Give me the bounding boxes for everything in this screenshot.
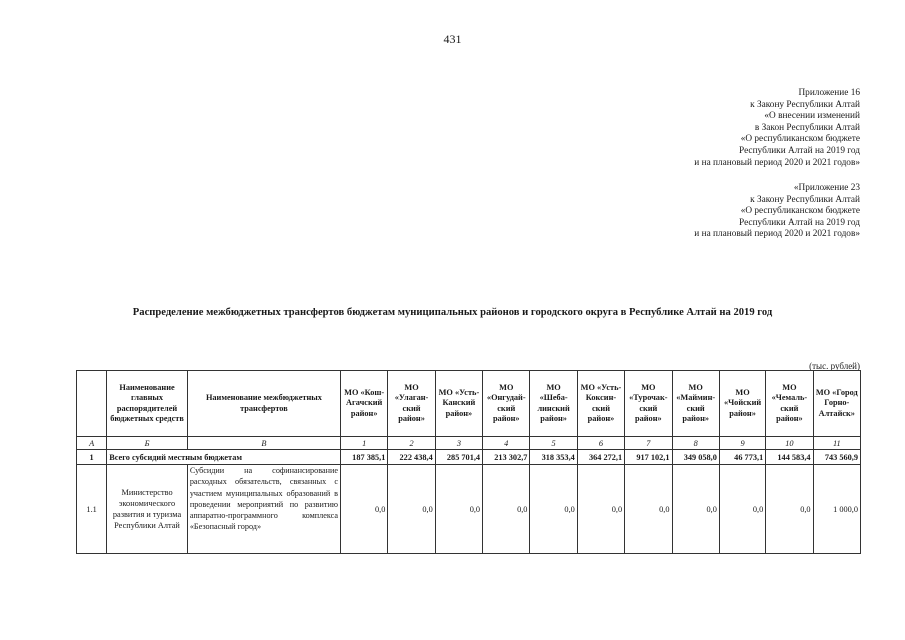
total-value: 144 583,4 — [766, 450, 813, 465]
total-value: 917 102,1 — [625, 450, 672, 465]
transfers-table — [76, 370, 861, 554]
column-letter: 4 — [483, 437, 530, 450]
header-index — [77, 371, 107, 437]
column-letter: 6 — [577, 437, 624, 450]
total-label: Всего субсидий местным бюджетам — [107, 450, 341, 465]
appendix-16-header — [694, 88, 860, 169]
total-value: 285 701,4 — [435, 450, 482, 465]
header-district: МО «Чойский район» — [719, 371, 765, 437]
document-title: Распределение межбюджетных трансфертов бюджетам муниципальных районов и городского округа в Республике Алтай на 2019 год — [132, 307, 773, 318]
appendix-line: к Закону Республики Алтай — [750, 99, 860, 110]
column-letter-row — [77, 437, 861, 450]
appendix-line: Республики Алтай на 2019 год — [739, 145, 860, 156]
appendix-line: и на плановый период 2020 и 2021 годов» — [694, 229, 860, 240]
total-value: 349 058,0 — [672, 450, 719, 465]
appendix-23-header — [694, 183, 860, 241]
total-value: 187 385,1 — [341, 450, 388, 465]
column-letter: 7 — [625, 437, 672, 450]
column-letter: А — [77, 437, 107, 450]
appendix-line: Приложение 16 — [798, 88, 860, 98]
appendix-line: в Закон Республики Алтай — [754, 122, 860, 133]
transfer-value: 0,0 — [341, 465, 388, 554]
header-district: МО «Турочак-ский район» — [625, 371, 672, 437]
total-value: 364 272,1 — [577, 450, 624, 465]
header-district: МО «Маймин-ский район» — [672, 371, 719, 437]
column-letter: 8 — [672, 437, 719, 450]
transfer-value: 0,0 — [577, 465, 624, 554]
total-value: 318 353,4 — [530, 450, 577, 465]
appendix-line: «Приложение 23 — [793, 183, 860, 193]
header-district: МО «Усть-Канский район» — [435, 371, 482, 437]
header-transfer-name: Наименование межбюджетных трансфертов — [187, 371, 340, 437]
column-letter: В — [187, 437, 340, 450]
page-number: 431 — [443, 32, 462, 46]
header-district: МО «Чемаль-ский район» — [766, 371, 813, 437]
appendix-line: «О республиканском бюджете — [740, 134, 860, 145]
total-value: 213 302,7 — [483, 450, 530, 465]
appendix-line: к Закону Республики Алтай — [750, 194, 860, 205]
transfer-value: 0,0 — [435, 465, 482, 554]
header-district: МО «Шеба-линский район» — [530, 371, 577, 437]
column-letter: 9 — [719, 437, 765, 450]
row-index: 1.1 — [77, 465, 107, 554]
header-district: МО «Улаган-ский район» — [388, 371, 435, 437]
column-letter: Б — [107, 437, 188, 450]
transfer-value: 0,0 — [672, 465, 719, 554]
units-label: (тыс. рублей) — [809, 361, 860, 371]
column-letter: 11 — [813, 437, 860, 450]
appendix-line: «О республиканском бюджете — [740, 206, 860, 217]
transfer-value: 0,0 — [719, 465, 765, 554]
header-district: МО «Кош-Агачский район» — [341, 371, 388, 437]
appendix-line: Республики Алтай на 2019 год — [739, 217, 860, 228]
transfer-value: 0,0 — [530, 465, 577, 554]
appendix-line: и на плановый период 2020 и 2021 годов» — [694, 157, 860, 168]
transfer-value: 0,0 — [483, 465, 530, 554]
header-row — [77, 371, 861, 437]
column-letter: 5 — [530, 437, 577, 450]
column-letter: 1 — [341, 437, 388, 450]
transfer-value: 0,0 — [625, 465, 672, 554]
header-ministry: Наименование главных распорядителей бюджетных средств — [107, 371, 188, 437]
total-subsidies-row — [77, 450, 861, 465]
transfer-value: 0,0 — [766, 465, 813, 554]
header-district: МО «Онгудай-ский район» — [483, 371, 530, 437]
row-index: 1 — [77, 450, 107, 465]
ministry-name: Министерство экономического развития и туризма Республики Алтай — [107, 465, 188, 554]
transfer-value: 1 000,0 — [813, 465, 860, 554]
header-district: МО «Город Горно-Алтайск» — [813, 371, 860, 437]
column-letter: 2 — [388, 437, 435, 450]
column-letter: 10 — [766, 437, 813, 450]
table-row — [77, 465, 861, 554]
column-letter: 3 — [435, 437, 482, 450]
header-district: МО «Усть-Коксин-ский район» — [577, 371, 624, 437]
total-value: 743 560,9 — [813, 450, 860, 465]
transfer-description: Субсидии на софинансирование расходных обязательств, связанных с участием муниципальных образований в проведении мероприятий по развитию аппаратно-программного комплекса «Безопасный город» — [187, 465, 340, 554]
total-value: 222 438,4 — [388, 450, 435, 465]
transfer-value: 0,0 — [388, 465, 435, 554]
total-value: 46 773,1 — [719, 450, 765, 465]
appendix-line: «О внесении изменений — [764, 111, 860, 122]
